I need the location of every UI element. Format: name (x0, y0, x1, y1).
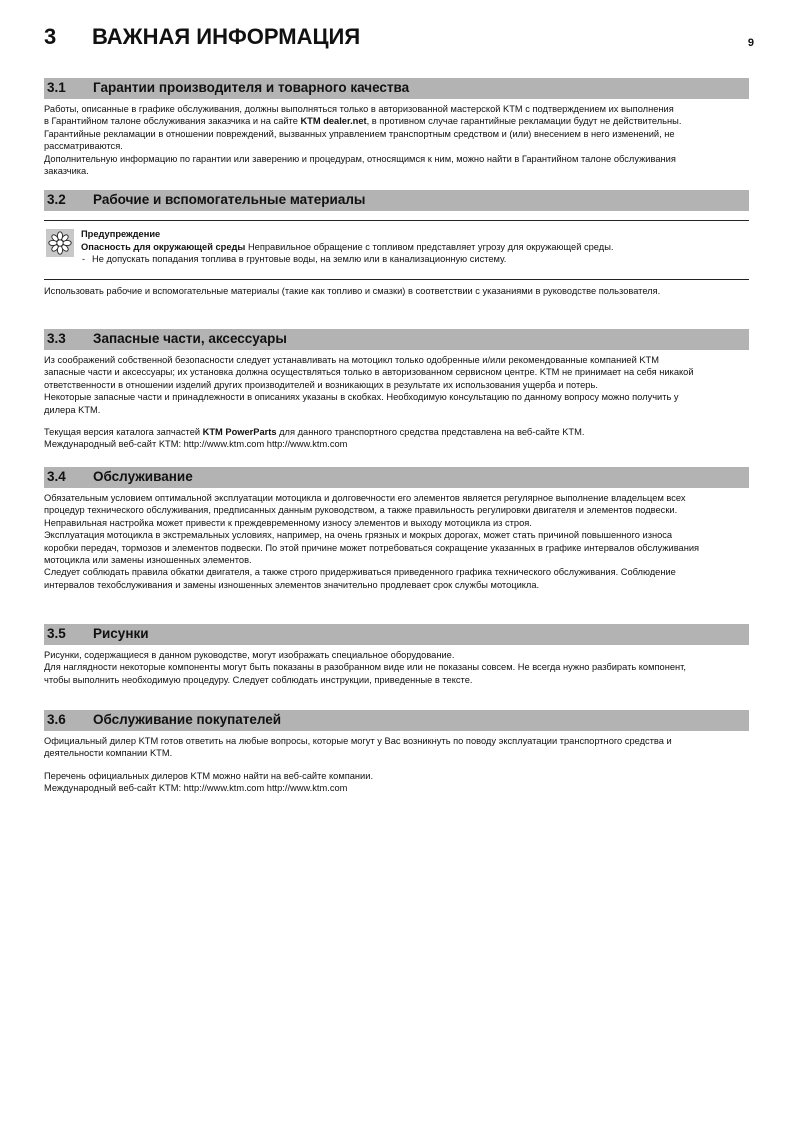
section-3-6 (44, 710, 749, 795)
warning-text (81, 228, 613, 266)
paragraph-line: запасные части и аксессуары; их установка должна осуществляться только в авторизованном сервисном центре. KTM не принимает на себя никакой (44, 367, 694, 378)
section-title: Гарантии производителя и товарного качества (93, 80, 410, 95)
section-number: 3.3 (47, 331, 66, 346)
paragraph-line: Перечень официальных дилеров KTM можно найти на веб-сайте компании. (44, 770, 374, 781)
paragraph-line: Из соображений собственной безопасности следует устанавливать на мотоцикл только одобренные и/или рекомендованные компанией KTM (44, 355, 659, 365)
paragraph-line: интервалов техобслуживания и замены изношенных элементов значительно продлевает срок службы мотоцикла. (44, 579, 540, 590)
section-number: 3.2 (47, 192, 66, 207)
warning-bullet (81, 253, 613, 266)
paragraph-line: ответственности в отношении изделий других производителей и возникающих в результате их использования ущерба и потерь. (44, 379, 598, 390)
page-number: 9 (747, 37, 754, 49)
section-title: Обслуживание (93, 469, 193, 484)
section-body (44, 735, 749, 795)
section-body (44, 103, 749, 177)
warning-lead: Опасность для окружающей среды (81, 241, 246, 252)
text-run: для данного транспортного средства представлена на веб-сайте KTM. (276, 427, 585, 438)
text-run: в Гарантийном талоне обслуживания заказчика и на сайте (44, 116, 301, 127)
section-number: 3.1 (47, 80, 66, 95)
section-heading (44, 78, 749, 99)
page-header (44, 24, 754, 52)
chapter-number: 3 (44, 24, 57, 49)
paragraph-line: мотоцикла или замены изношенных элементов. (44, 555, 252, 566)
paragraph-line: Гарантийные рекламации в отношении повреждений, вызванных управлением транспортным средством и (или) внесением в него изменений, не (44, 128, 675, 139)
paragraph-line: Некоторые запасные части и принадлежности в описаниях указаны в скобках. Необходимую консультацию по данному вопросу можно получить у (44, 392, 679, 403)
section-title: Запасные части, аксессуары (93, 331, 287, 346)
text-run: , в противном случае гарантийные рекламации будут не действительны. (366, 116, 682, 127)
paragraph-line: Обязательным условием оптимальной эксплуатации мотоцикла и долговечности его элементов является регулярное выполнение владельцем всех (44, 493, 686, 503)
warning-description (81, 241, 613, 254)
flower-icon (46, 229, 74, 257)
section-body (44, 492, 749, 591)
dealer-net-name: KTM dealer.net (300, 116, 367, 127)
section-3-2 (44, 190, 749, 297)
text-run: Текущая версия каталога запчастей (44, 427, 203, 438)
paragraph-line: Рисунки, содержащиеся в данном руководстве, могут изображать специальное оборудование. (44, 650, 455, 660)
section-body (44, 285, 749, 297)
paragraph-line: дилера KTM. (44, 404, 101, 415)
chapter-title: ВАЖНАЯ ИНФОРМАЦИЯ (92, 24, 361, 49)
warning-body: Неправильное обращение с топливом представляет угрозу для окружающей среды. (245, 241, 614, 252)
paragraph-line: Дополнительную информацию по гарантии или заверению и процедурам, относящимся к ним, можно найти в Гарантийном талоне обслуживания (44, 153, 676, 164)
section-heading (44, 190, 749, 211)
warning-heading: Предупреждение (81, 229, 161, 239)
section-heading (44, 624, 749, 645)
section-title: Рабочие и вспомогательные материалы (93, 192, 366, 207)
section-heading (44, 467, 749, 488)
section-heading (44, 710, 749, 731)
section-3-1 (44, 78, 749, 177)
paragraph-line: Официальный дилер KTM готов ответить на любые вопросы, которые могут у Вас возникнуть по поводу эксплуатации транспортного средства и (44, 736, 672, 746)
section-3-3 (44, 329, 749, 451)
paragraph-line: Работы, описанные в графике обслуживания, должны выполняться только в авторизованной мастерской KTM с подтверждением их выполнения (44, 104, 674, 114)
section-body (44, 649, 749, 686)
paragraph-line: Для наглядности некоторые компоненты могут быть показаны в разобранном виде или не показаны совсем. Не всегда нужно разбирать компонент, (44, 662, 686, 673)
warning-bottom-rule (44, 279, 749, 280)
website-line: Международный веб-сайт KTM: http://www.ktm.com http://www.ktm.com (44, 439, 348, 450)
environment-warning (44, 221, 749, 279)
dash-marker: - (82, 254, 86, 265)
paragraph-line (44, 426, 749, 438)
section-title: Рисунки (93, 626, 149, 641)
section-3-5 (44, 624, 749, 686)
paragraph-line: чтобы выполнить необходимую процедуру. Следует соблюдать инструкции, приведенные в тексте. (44, 674, 473, 685)
paragraph-line: деятельности компании KTM. (44, 748, 173, 759)
section-body (44, 354, 749, 451)
paragraph-line: Эксплуатация мотоцикла в экстремальных условиях, например, на очень грязных и мокрых дорогах, может стать причиной повышенного износа (44, 530, 673, 541)
section-number: 3.4 (47, 469, 66, 484)
paragraph-line: Использовать рабочие и вспомогательные материалы (такие как топливо и смазки) в соответствии с указаниями в руководстве пользователя. (44, 286, 661, 296)
section-title: Обслуживание покупателей (93, 712, 282, 727)
paragraph-line: процедур технического обслуживания, предписанных данным руководством, а также правильность регулировки двигателя и элементов подвески. (44, 505, 678, 516)
section-heading (44, 329, 749, 350)
paragraph-line: коробки передач, тормозов и элементов подвески. По этой причине может потребоваться сокращение указанных в графике интервалов обслуживания (44, 542, 700, 553)
paragraph-line: Неправильная настройка может привести к преждевременному износу элементов и выходу мотоцикла из строя. (44, 517, 532, 528)
section-number: 3.5 (47, 626, 66, 641)
website-line: Международный веб-сайт KTM: http://www.ktm.com http://www.ktm.com (44, 783, 348, 794)
paragraph-line (44, 115, 749, 127)
warning-bullet-text: Не допускать попадания топлива в грунтовые воды, на землю или в канализационную систему. (92, 254, 507, 265)
paragraph-line: Следует соблюдать правила обкатки двигателя, а также строго придерживаться приведенного графика технического обслуживания. Соблюдение (44, 567, 676, 578)
paragraph-line: заказчика. (44, 166, 89, 177)
powerparts-name: KTM PowerParts (202, 427, 277, 438)
section-3-4 (44, 467, 749, 591)
paragraph-line: рассматриваются. (44, 141, 123, 152)
section-number: 3.6 (47, 712, 66, 727)
